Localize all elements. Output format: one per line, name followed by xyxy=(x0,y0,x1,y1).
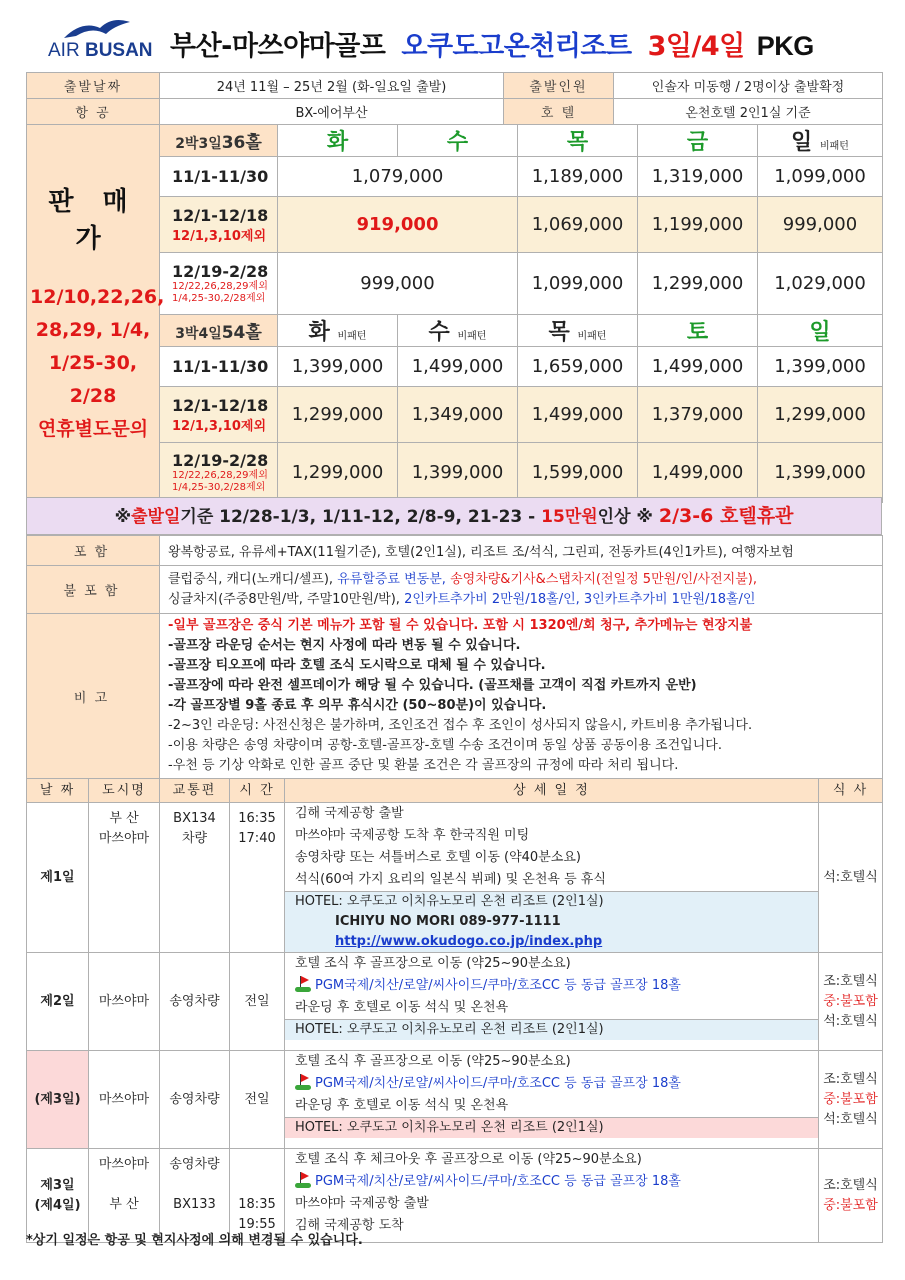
pkg4-day-sat: 토 xyxy=(638,315,758,347)
page-title: 부산-마쓰야마골프 오쿠도고온천리조트 3일/4일 PKG xyxy=(170,31,814,62)
day4-city: 마쓰야마 부 산 xyxy=(89,1149,160,1243)
page-header xyxy=(0,0,905,72)
price-cell: 1,659,000 xyxy=(518,347,638,387)
price-cell: 1,499,000 xyxy=(638,347,758,387)
price-cell: 999,000 xyxy=(278,253,518,315)
col-city: 도시명 xyxy=(89,779,160,803)
golf-icon xyxy=(295,1074,311,1090)
day2-city: 마쓰야마 xyxy=(89,953,160,1051)
pax-label: 출발인원 xyxy=(504,73,614,99)
exclude-value: 클럽중식, 캐디(노캐디/셀프), 유류할증료 변동분, 송영차량&기사&스탭차지(전일정 5만원/인/사전지불), 싱글차지(주중8만원/박, 주말10만원/박), 2인카트추가비 2만원/18홀/인, 3인카트추가비 1만원/18홀/인 xyxy=(160,566,883,614)
day4-meal: 조:호텔식 중:불포함 xyxy=(819,1149,883,1243)
day4-schedule: 호텔 조식 후 체크아웃 후 골프장으로 이동 (약25~90분소요) PGM국제/치산/로얄/씨사이드/쿠마/호조CC 등 동급 골프장 18홀 마쓰야마 국제공항 출발 김해 국제공항 도착 xyxy=(285,1149,819,1243)
pkg3-day-tue: 화 xyxy=(278,125,398,157)
day1-meal: 석:호텔식 xyxy=(819,803,883,953)
price-cell: 1,299,000 xyxy=(758,387,883,443)
price-cell: 1,299,000 xyxy=(278,443,398,503)
col-schedule: 상 세 일 정 xyxy=(285,779,819,803)
day3-time: 전일 xyxy=(230,1051,285,1149)
price-cell: 1,599,000 xyxy=(518,443,638,503)
price-cell: 1,399,000 xyxy=(278,347,398,387)
day3-transport: 송영차량 xyxy=(160,1051,230,1149)
price-cell: 1,199,000 xyxy=(638,197,758,253)
day1-label: 제1일 xyxy=(27,803,89,953)
day1-city: 부 산 마쓰야마 xyxy=(89,803,160,953)
price-cell-special: 919,000 xyxy=(278,197,518,253)
pkg4-period: 12/1-12/18 12/1,3,10제외 xyxy=(160,387,278,443)
price-table xyxy=(26,124,883,503)
departure-value: 24년 11월 – 25년 2월 (화-일요일 출발) xyxy=(160,73,504,99)
pkg4-day-tue: 화 비패턴 xyxy=(278,315,398,347)
price-cell: 1,499,000 xyxy=(398,347,518,387)
exclude-label: 불 포 함 xyxy=(27,566,160,614)
day3-label: (제3일) xyxy=(27,1051,89,1149)
day1-transport: BX134 차량 xyxy=(160,803,230,953)
pkg3-period: 12/19-2/28 12/22,26,28,29제외 1/4,25-30,2/28제외 xyxy=(160,253,278,315)
remarks-value: -일부 골프장은 중식 기본 메뉴가 포함 될 수 있습니다. 포함 시 1320엔/회 청구, 추가메뉴는 현장지불 -골프장 라운딩 순서는 현지 사정에 따라 변동 될 수 있습니다. -골프장 티오프에 따라 호텔 조식 도시락으로 대체 될 수 있습니다. -골프장에 따라 완전 셀프데이가 해당 될 수 있습니다. (골프채를 고객이 직접 카트까지 운반) -각 골프장별 9홀 종료 후 의무 휴식시간 (50~80분)이 있습니다. -2~3인 라운딩: 사전신청은 불가하며, 조인조건 접수 후 조인이 성사되지 않을시, 카트비용 추가됩니다. -이용 차량은 송영 차량이며 공항-호텔-골프장-호텔 수송 조건이며 동일 상품 공동이용 조건입니다. -우천 등 기상 악화로 인한 골프 중단 및 환불 조건은 각 골프장의 규정에 따라 처리 됩니다. xyxy=(160,614,883,779)
price-cell: 1,069,000 xyxy=(518,197,638,253)
hotel-value: 온천호텔 2인1실 기준 xyxy=(614,99,883,125)
pkg3-day-thu: 목 xyxy=(518,125,638,157)
day3-hotel: HOTEL: 오쿠도고 이치유노모리 온천 리조트 (2인1실) xyxy=(285,1117,818,1138)
air-busan-logo xyxy=(48,14,153,66)
day1-hotel: HOTEL: 오쿠도고 이치유노모리 온천 리조트 (2인1실) ICHIYU NO MORI 089-977-1111 http://www.okudogo.co.jp/index.php xyxy=(285,891,818,952)
pkg3-period: 12/1-12/18 12/1,3,10제외 xyxy=(160,197,278,253)
col-meal: 식 사 xyxy=(819,779,883,803)
price-side-label: 판 매 가 12/10,22,26, 28,29, 1/4, 1/25-30, 2/28 연휴별도문의 xyxy=(27,125,160,503)
remarks-label: 비 고 xyxy=(27,614,160,779)
price-cell: 1,399,000 xyxy=(398,443,518,503)
col-transport: 교통편 xyxy=(160,779,230,803)
col-time: 시 간 xyxy=(230,779,285,803)
day2-transport: 송영차량 xyxy=(160,953,230,1051)
details-table xyxy=(26,535,883,779)
price-cell: 1,099,000 xyxy=(758,157,883,197)
price-cell: 1,399,000 xyxy=(758,443,883,503)
pkg4-period: 11/1-11/30 xyxy=(160,347,278,387)
pkg4-day-thu: 목 비패턴 xyxy=(518,315,638,347)
pkg3-day-fri: 금 xyxy=(638,125,758,157)
day4-time: 18:35 19:55 xyxy=(230,1149,285,1243)
price-cell: 1,189,000 xyxy=(518,157,638,197)
day2-label: 제2일 xyxy=(27,953,89,1051)
day1-time: 16:35 17:40 xyxy=(230,803,285,953)
price-cell: 1,499,000 xyxy=(638,443,758,503)
price-cell: 1,399,000 xyxy=(758,347,883,387)
price-cell: 1,499,000 xyxy=(518,387,638,443)
departure-label: 출발날짜 xyxy=(27,73,160,99)
pkg4-day-wed: 수 비패턴 xyxy=(398,315,518,347)
pkg3-day-sun: 일 비패턴 xyxy=(758,125,883,157)
bird-wing-icon xyxy=(62,18,132,40)
pkg4-period: 12/19-2/28 12/22,26,28,29제외 1/4,25-30,2/28제외 xyxy=(160,443,278,503)
price-cell: 1,099,000 xyxy=(518,253,638,315)
pkg4-header: 3박4일54홀 xyxy=(160,315,278,347)
surcharge-notice: ※출발일기준 12/28-1/3, 1/11-12, 2/8-9, 21-23 - 15만원인상 ※ 2/3-6 호텔휴관 xyxy=(26,497,882,535)
pax-value: 인솔자 미동행 / 2명이상 출발확정 xyxy=(614,73,883,99)
golf-icon xyxy=(295,976,311,992)
info-table xyxy=(26,72,883,125)
day2-hotel: HOTEL: 오쿠도고 이치유노모리 온천 리조트 (2인1실) xyxy=(285,1019,818,1040)
footnote: *상기 일정은 항공 및 현지사정에 의해 변경될 수 있습니다. xyxy=(26,1233,363,1248)
price-cell: 1,299,000 xyxy=(638,253,758,315)
logo-text: AIR BUSAN xyxy=(48,40,153,61)
price-cell: 1,299,000 xyxy=(278,387,398,443)
day3-schedule: 호텔 조식 후 골프장으로 이동 (약25~90분소요) PGM국제/치산/로얄/씨사이드/쿠마/호조CC 등 동급 골프장 18홀 라운딩 후 호텔로 이동 석식 및 온천욕 HOTEL: 오쿠도고 이치유노모리 온천 리조트 (2인1실) xyxy=(285,1051,819,1149)
price-cell: 1,319,000 xyxy=(638,157,758,197)
include-label: 포 함 xyxy=(27,536,160,566)
price-cell: 1,029,000 xyxy=(758,253,883,315)
price-cell: 1,379,000 xyxy=(638,387,758,443)
price-cell: 999,000 xyxy=(758,197,883,253)
pkg3-day-wed: 수 xyxy=(398,125,518,157)
price-cell: 1,349,000 xyxy=(398,387,518,443)
golf-icon xyxy=(295,1172,311,1188)
day1-schedule: 김해 국제공항 출발 마쓰야마 국제공항 도착 후 한국직원 미팅 송영차량 또는 셔틀버스로 호텔 이동 (약40분소요) 석식(60여 가지 요리의 일본식 뷔페) 및 온천욕 등 휴식 HOTEL: 오쿠도고 이치유노모리 온천 리조트 (2인1실) ICHIYU NO MORI 089-977-1111 http://www.okudogo.co.jp/index.php xyxy=(285,803,819,953)
airline-value: BX-에어부산 xyxy=(160,99,504,125)
pkg3-period: 11/1-11/30 xyxy=(160,157,278,197)
day4-transport: 송영차량 BX133 xyxy=(160,1149,230,1243)
day2-meal: 조:호텔식 중:불포함 석:호텔식 xyxy=(819,953,883,1051)
airline-label: 항 공 xyxy=(27,99,160,125)
day2-schedule: 호텔 조식 후 골프장으로 이동 (약25~90분소요) PGM국제/치산/로얄/씨사이드/쿠마/호조CC 등 동급 골프장 18홀 라운딩 후 호텔로 이동 석식 및 온천욕 HOTEL: 오쿠도고 이치유노모리 온천 리조트 (2인1실) xyxy=(285,953,819,1051)
day4-label: 제3일 (제4일) xyxy=(27,1149,89,1243)
hotel-label: 호 텔 xyxy=(504,99,614,125)
hotel-website-link[interactable]: http://www.okudogo.co.jp/index.php xyxy=(335,934,603,949)
day3-city: 마쓰야마 xyxy=(89,1051,160,1149)
include-value: 왕복항공료, 유류세+TAX(11월기준), 호텔(2인1실), 리조트 조/석식, 그린피, 전동카트(4인1카트), 여행자보험 xyxy=(160,536,883,566)
price-cell: 1,079,000 xyxy=(278,157,518,197)
itinerary-table xyxy=(26,778,883,1243)
pkg3-header: 2박3일36홀 xyxy=(160,125,278,157)
day3-meal: 조:호텔식 중:불포함 석:호텔식 xyxy=(819,1051,883,1149)
col-date: 날 짜 xyxy=(27,779,89,803)
pkg4-day-sun: 일 xyxy=(758,315,883,347)
day2-time: 전일 xyxy=(230,953,285,1051)
